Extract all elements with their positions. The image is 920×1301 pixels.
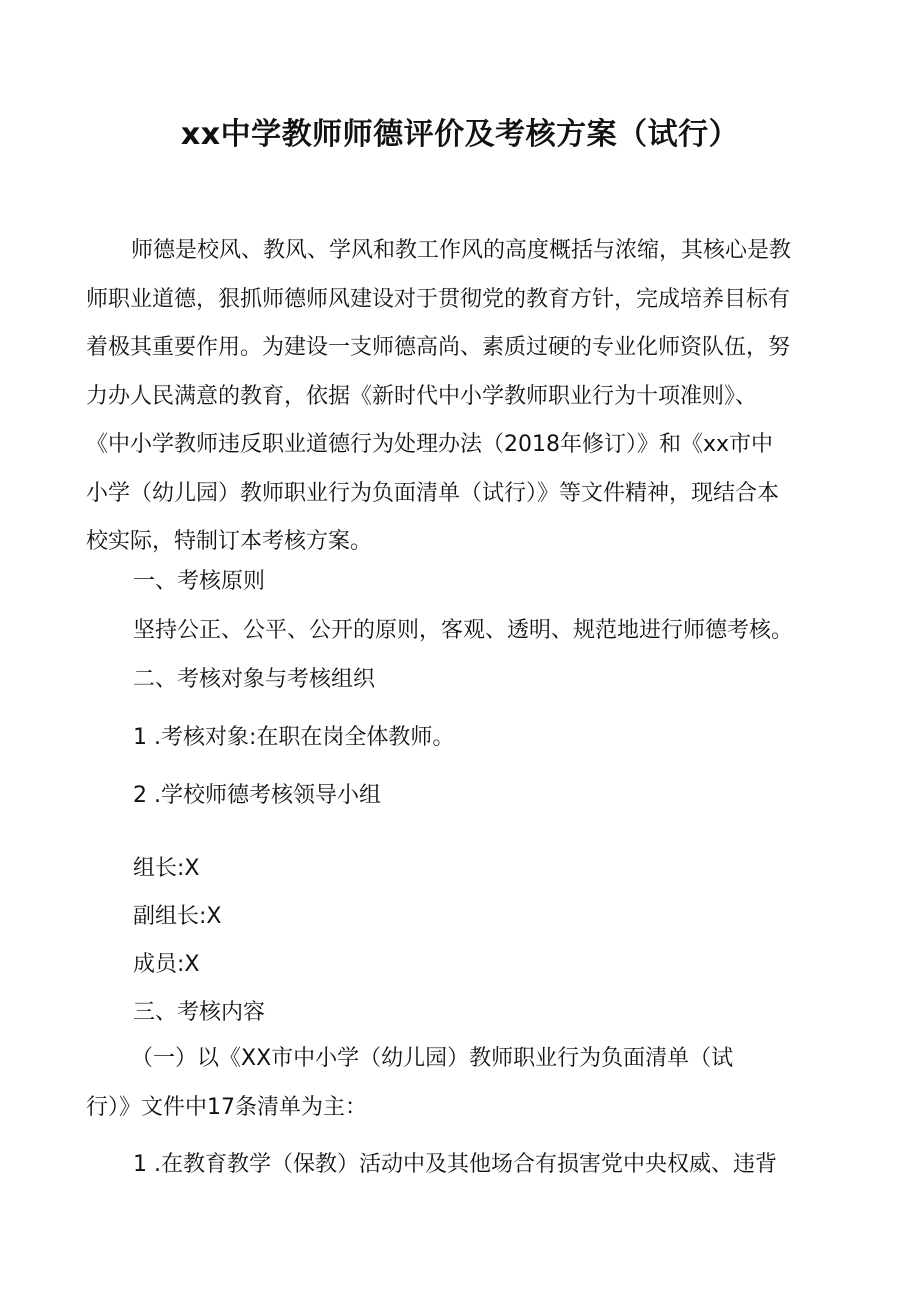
- section-1-text: 坚持公正、公平、公开的原则，客观、透明、规范地进行师德考核。: [133, 618, 794, 643]
- item-assessment-target: 1 .考核对象:在职在岗全体教师。: [133, 725, 455, 750]
- group-vice-leader: 副组长:X: [133, 904, 222, 929]
- item-content-1: 1 .在教育教学（保教）活动中及其他场合有损害党中央权威、违背: [133, 1152, 777, 1177]
- intro-paragraph: [86, 227, 832, 567]
- subsection-1-line: 行）》文件中17条清单为主：: [86, 1094, 367, 1120]
- subsection-1-paragraph: [86, 1035, 832, 1132]
- intro-line: 校实际，特制订本考核方案。: [86, 529, 373, 554]
- intro-line: 师职业道德，狠抓师德师风建设对于贯彻党的教育方针，完成培养目标有: [86, 286, 791, 312]
- subsection-1-line: （一）以《XX市中小学（幼儿园）教师职业行为负面清单（试: [131, 1046, 734, 1071]
- group-leader: 组长:X: [133, 856, 200, 881]
- section-2-heading: 二、考核对象与考核组织: [133, 667, 376, 692]
- section-1-heading: 一、考核原则: [133, 569, 266, 594]
- intro-line: 师德是校风、教风、学风和教工作风的高度概括与浓缩，其核心是教: [131, 238, 792, 263]
- intro-line: 《中小学教师违反职业道德行为处理办法（2018年修订）》和《xx市中: [86, 432, 774, 457]
- intro-line: 力办人民满意的教育，依据《新时代中小学教师职业行为十项准则》、: [86, 383, 758, 409]
- intro-line: 着极其重要作用。为建设一支师德高尚、素质过硬的专业化师资队伍，努: [86, 335, 791, 360]
- intro-line: 小学（幼儿园）教师职业行为负面清单（试行）》等文件精神，现结合本: [86, 480, 780, 506]
- document-title: xx中学教师师德评价及考核方案（试行）: [180, 117, 740, 152]
- group-members: 成员:X: [133, 952, 200, 977]
- item-leading-group: 2 .学校师德考核领导小组: [133, 783, 381, 808]
- section-3-heading: 三、考核内容: [133, 1000, 266, 1025]
